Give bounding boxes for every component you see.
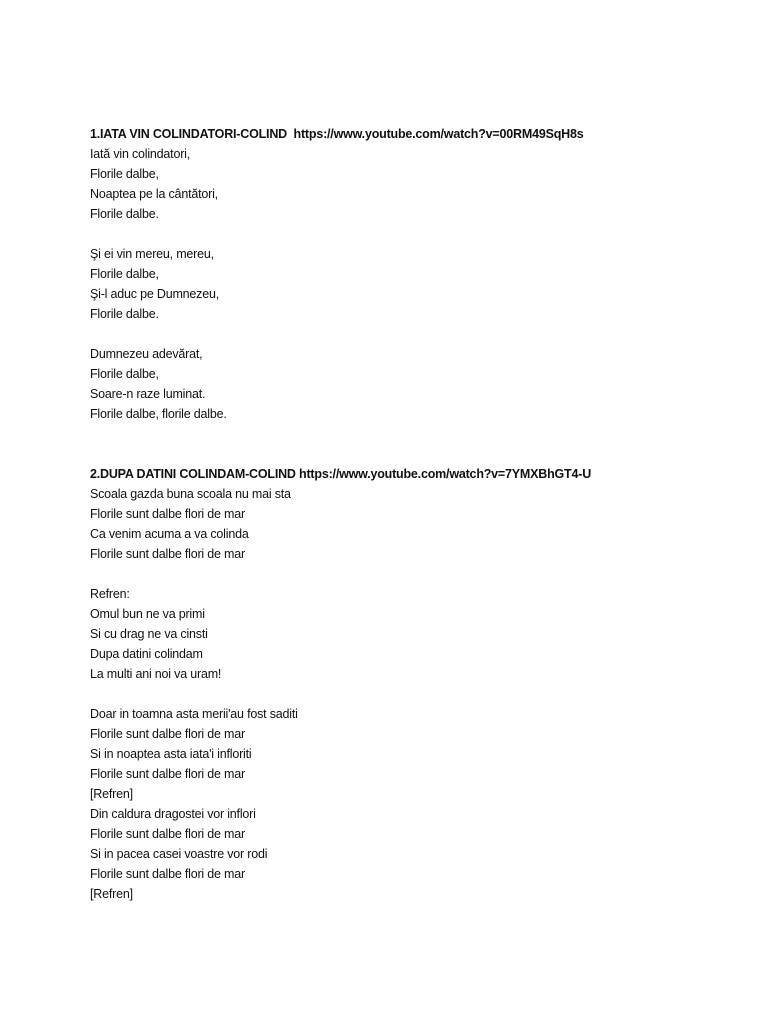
lyric-line: Dumnezeu adevărat, (90, 347, 203, 361)
lyric-line: Scoala gazda buna scoala nu mai sta (90, 487, 291, 501)
lyric-line: Florile sunt dalbe flori de mar (90, 507, 245, 521)
lyric-line: Florile dalbe, florile dalbe. (90, 407, 227, 421)
lyric-line: Ca venim acuma a va colinda (90, 527, 249, 541)
stanza-spacer (90, 224, 730, 244)
lyric-line: La multi ani noi va uram! (90, 667, 222, 681)
lyric-line: Doar in toamna asta merii'au fost saditi (90, 707, 298, 721)
section-spacer (90, 444, 730, 464)
stanza-spacer (90, 564, 730, 584)
lyric-line: Şi-l aduc pe Dumnezeu, (90, 287, 220, 301)
lyric-line: Florile dalbe. (90, 207, 159, 221)
stanza-spacer (90, 324, 730, 344)
lyric-line: Florile dalbe, (90, 367, 159, 381)
refrain-marker: [Refren] (90, 787, 133, 801)
section-spacer (90, 424, 730, 444)
song2-heading: 2.DUPA DATINI COLINDAM-COLIND https://www.youtube.com/watch?v=7YMXBhGT4-U (90, 467, 592, 481)
lyric-line: Din caldura dragostei vor inflori (90, 807, 256, 821)
lyric-line: Şi ei vin mereu, mereu, (90, 247, 214, 261)
lyric-line: Si cu drag ne va cinsti (90, 627, 208, 641)
lyric-line: Si in noaptea asta iata'i infloriti (90, 747, 252, 761)
lyric-line: Si in pacea casei voastre vor rodi (90, 847, 268, 861)
stanza-spacer (90, 684, 730, 704)
document-page (90, 124, 730, 904)
song2-refrain (90, 584, 730, 684)
lyric-line: Florile sunt dalbe flori de mar (90, 867, 245, 881)
lyric-line: Noaptea pe la cântători, (90, 187, 218, 201)
lyric-line: Florile dalbe, (90, 267, 159, 281)
song1-stanza-1 (90, 144, 730, 224)
lyric-line: Florile sunt dalbe flori de mar (90, 827, 245, 841)
lyric-line: Soare-n raze luminat. (90, 387, 206, 401)
lyric-line: Florile sunt dalbe flori de mar (90, 727, 245, 741)
lyric-line: Florile sunt dalbe flori de mar (90, 547, 245, 561)
lyric-line: Florile sunt dalbe flori de mar (90, 767, 245, 781)
lyric-line: Omul bun ne va primi (90, 607, 205, 621)
song1-heading: 1.IATA VIN COLINDATORI-COLIND https://www.youtube.com/watch?v=00RM49SqH8s (90, 127, 584, 141)
song1-stanza-2 (90, 244, 730, 324)
song1-stanza-3 (90, 344, 730, 424)
lyric-line: Dupa datini colindam (90, 647, 203, 661)
lyric-line: Florile dalbe, (90, 167, 159, 181)
song2-stanza-1 (90, 484, 730, 564)
refrain-marker: [Refren] (90, 887, 133, 901)
lyric-line: Florile dalbe. (90, 307, 159, 321)
lyric-line: Iată vin colindatori, (90, 147, 191, 161)
refrain-label: Refren: (90, 587, 130, 601)
song2-stanza-2 (90, 704, 730, 904)
